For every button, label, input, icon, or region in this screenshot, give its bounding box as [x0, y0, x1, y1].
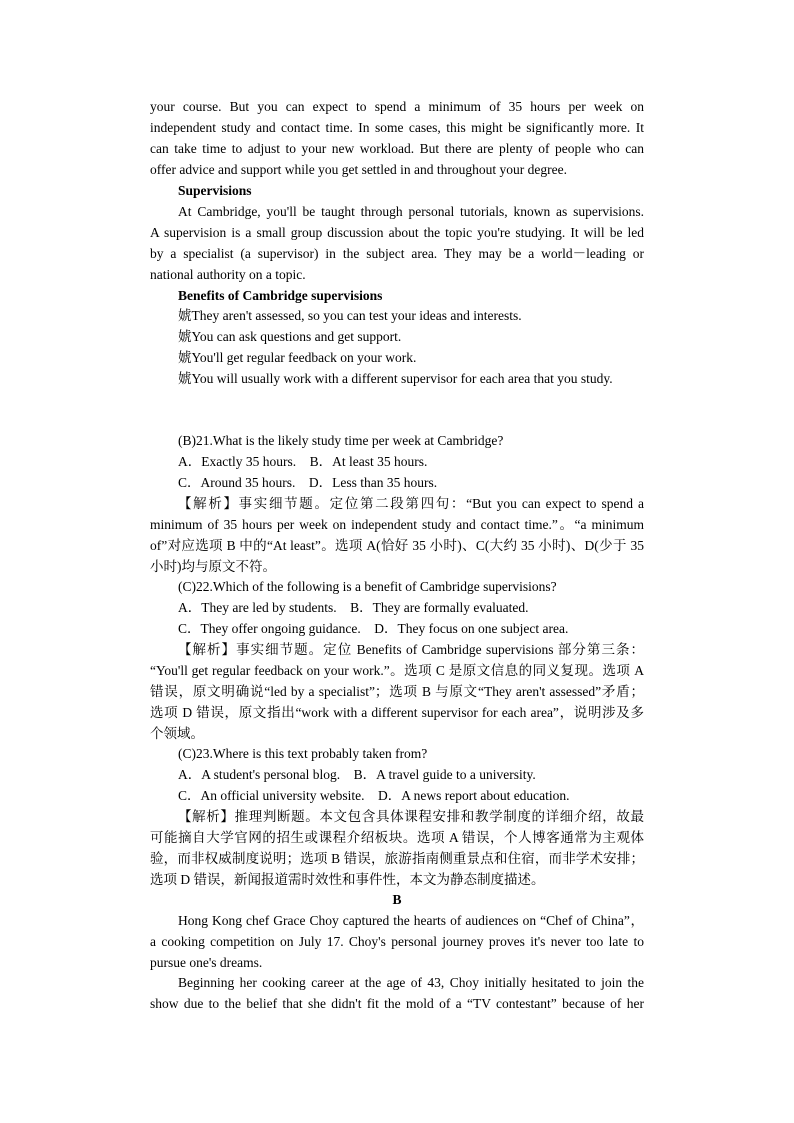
explanation-line: 可能摘自大学官网的招生或课程介绍板块。选项 A 错误，个人博客通常为主观体 [150, 830, 644, 845]
explanation-line: 小时)均与原文不符。 [150, 559, 276, 574]
question-23-options-ab: A．A student's personal blog. B．A travel guide to a university. [178, 767, 536, 782]
passage-line: independent study and contact time. In some cases, this might be significantly more. It [150, 120, 644, 135]
section-heading-supervisions: Supervisions [178, 183, 252, 198]
explanation-line: 验，而非权威制度说明；选项 B 错误，旅游指南侧重景点和住宿，而非学术安排； [150, 851, 644, 866]
explanation-line: 【解析】事实细节题。定位 Benefits of Cambridge supervisions 部分第三条： [178, 642, 644, 657]
bullet-item: 婋You'll get regular feedback on your work. [178, 350, 417, 365]
explanation-line: 【解析】事实细节题。定位第二段第四句：“But you can expect to spend a [178, 496, 644, 511]
question-21-options-cd: C．Around 35 hours. D．Less than 35 hours. [178, 475, 438, 490]
passage-line: can take time to adjust to your new workload. But there are plenty of people who can [150, 141, 644, 156]
passage-line: your course. But you can expect to spend a minimum of 35 hours per week on [150, 99, 644, 114]
explanation-line: 个领域。 [150, 726, 204, 741]
explanation-line: 【解析】推理判断题。本文包含具体课程安排和教学制度的详细介绍，故最 [178, 809, 644, 824]
question-21-stem: (B)21.What is the likely study time per week at Cambridge? [178, 433, 504, 448]
passage-line: A supervision is a small group discussion about the topic you're studying. It will be led [150, 225, 644, 240]
explanation-line: 选项 D 错误，原文指出“work with a different supervisor for each area”，说明涉及多 [150, 705, 644, 720]
section-b-heading: B [392, 892, 402, 907]
bullet-item: 婋They aren't assessed, so you can test your ideas and interests. [178, 308, 522, 323]
passage-line: by a specialist (a supervisor) in the subject area. They may be a world－leading or [150, 246, 644, 261]
bullet-item: 婋You will usually work with a different supervisor for each area that you study. [178, 371, 613, 386]
question-23-stem: (C)23.Where is this text probably taken from? [178, 746, 428, 761]
passage-line: show due to the belief that she didn't fit the mold of a “TV contestant” because of her [150, 996, 644, 1011]
explanation-line: minimum of 35 hours per week on independent study and contact time.”。“a minimum [150, 517, 644, 532]
section-heading-benefits: Benefits of Cambridge supervisions [178, 288, 383, 303]
question-21-options-ab: A．Exactly 35 hours. B．At least 35 hours. [178, 454, 428, 469]
passage-line: offer advice and support while you get settled in and throughout your degree. [150, 162, 568, 177]
passage-line: Beginning her cooking career at the age of 43, Choy initially hesitated to join the [178, 975, 644, 990]
explanation-line: of”对应选项 B 中的“At least”。选项 A(恰好 35 小时)、C(大约 35 小时)、D(少于 35 [150, 538, 644, 553]
passage-line: a cooking competition on July 17. Choy's personal journey proves it's never too late to [150, 934, 644, 949]
question-22-options-ab: A．They are led by students. B．They are formally evaluated. [178, 600, 529, 615]
passage-line: national authority on a topic. [150, 267, 306, 282]
question-23-options-cd: C．An official university website. D．A news report about education. [178, 788, 570, 803]
bullet-item: 婋You can ask questions and get support. [178, 329, 402, 344]
explanation-line: 错误，原文明确说“led by a specialist”；选项 B 与原文“They aren't assessed”矛盾； [150, 684, 644, 699]
passage-line: At Cambridge, you'll be taught through personal tutorials, known as supervisions. [178, 204, 644, 219]
passage-line: pursue one's dreams. [150, 955, 263, 970]
question-22-options-cd: C．They offer ongoing guidance. D．They focus on one subject area. [178, 621, 569, 636]
passage-line: Hong Kong chef Grace Choy captured the hearts of audiences on “Chef of China”， [178, 913, 644, 928]
question-22-stem: (C)22.Which of the following is a benefit of Cambridge supervisions? [178, 579, 557, 594]
explanation-line: “You'll get regular feedback on your work.”。选项 C 是原文信息的同义复现。选项 A [150, 663, 644, 678]
explanation-line: 选项 D 错误，新闻报道需时效性和事件性，本文为静态制度描述。 [150, 872, 545, 887]
